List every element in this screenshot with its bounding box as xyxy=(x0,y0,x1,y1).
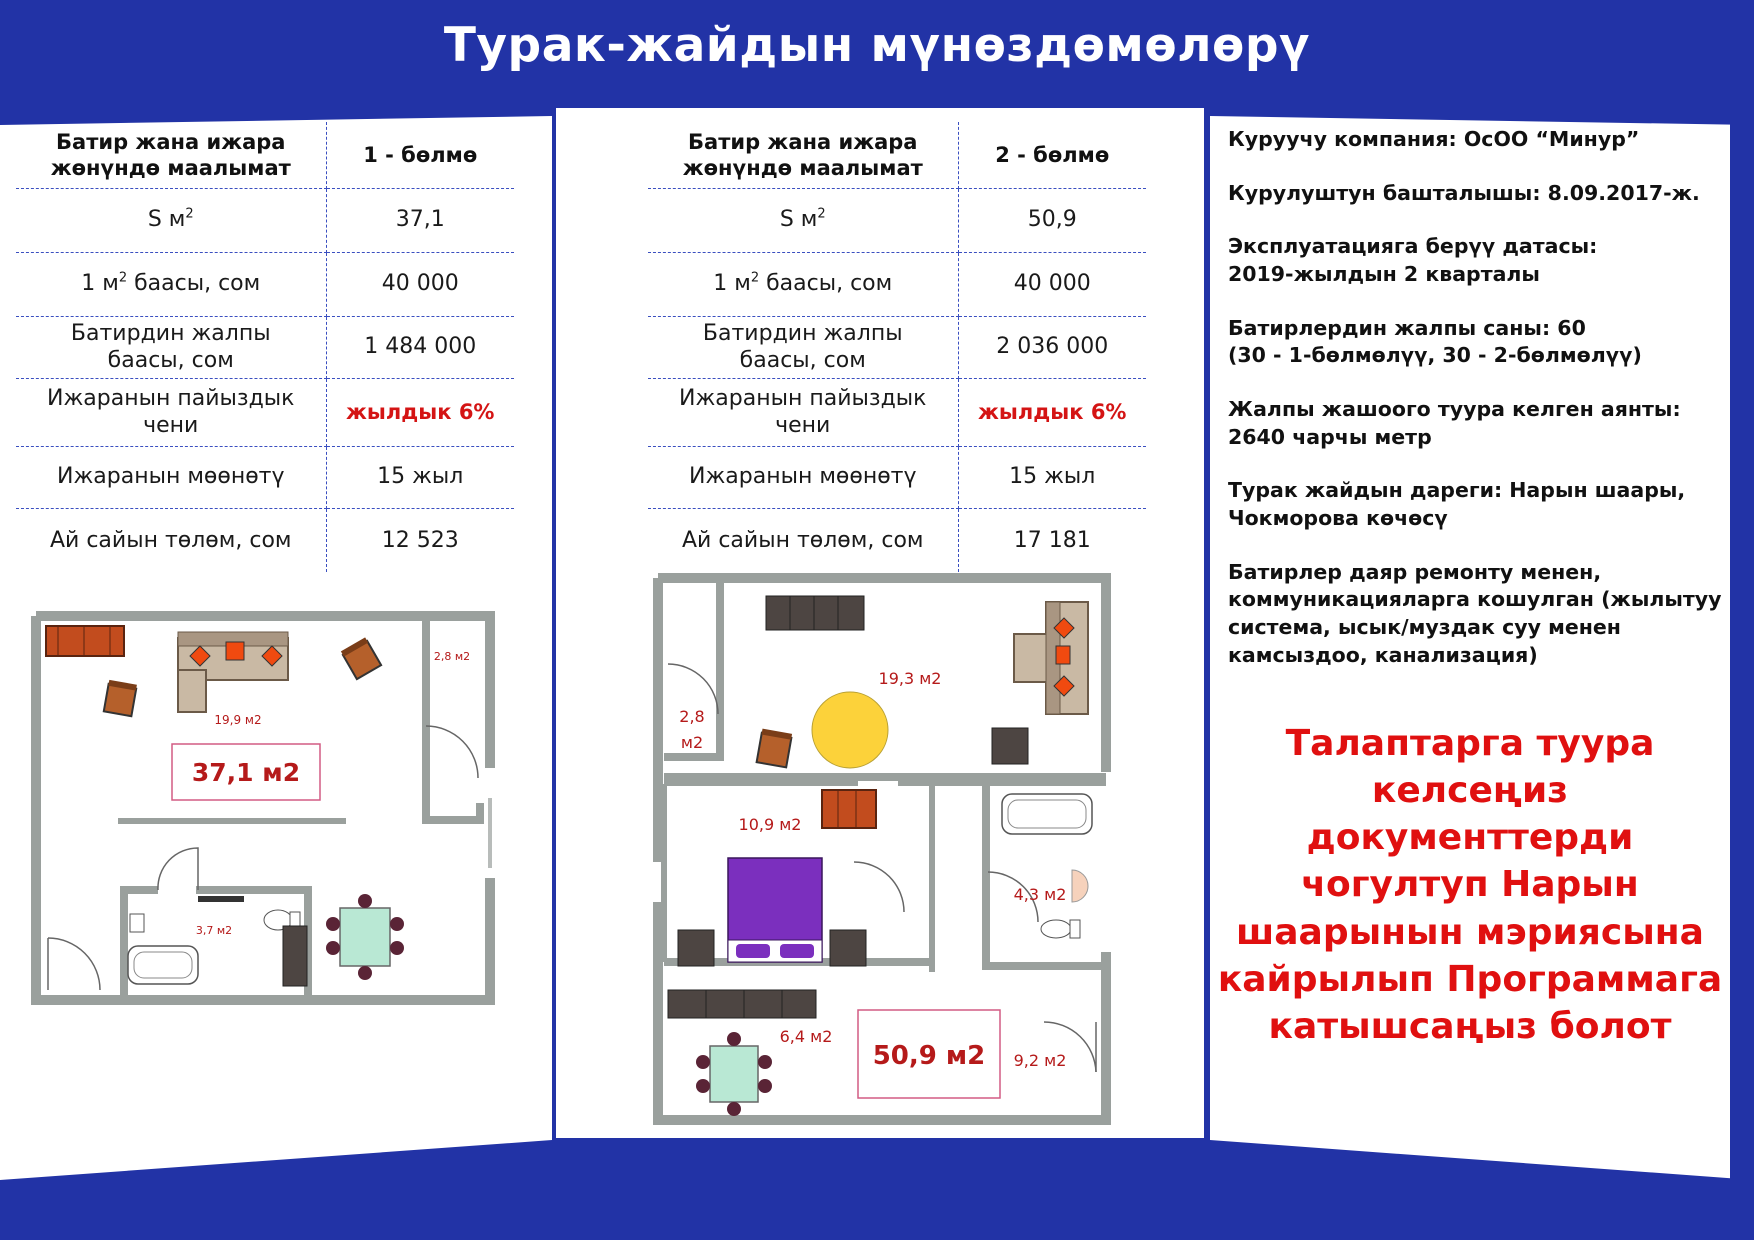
header-label-line: жөнүндө маалымат xyxy=(682,155,923,180)
plan-2-hall-label: 9,2 м2 xyxy=(1013,1051,1067,1070)
info-line: камсыздоо, канализация) xyxy=(1228,642,1538,667)
info-line: 2019-жылдын 2 кварталы xyxy=(1228,262,1540,287)
row-value-area: 37,1 xyxy=(326,188,514,252)
plan-1-bath-label: 3,7 м2 xyxy=(195,924,233,937)
info-line: Чокморова көчөсү xyxy=(1228,506,1448,531)
commission-date xyxy=(1228,233,1728,288)
info-line: Батирлердин жалпы саны: 60 xyxy=(1228,315,1586,340)
row-label-term: Ижаранын мөөнөтү xyxy=(16,446,326,508)
row-label-area: S $м^2$ xyxy=(648,188,958,252)
row-label-monthly: Ай сайын төлөм, сом xyxy=(16,508,326,572)
table-header-label xyxy=(648,122,958,188)
row-value-total-price: 2 036 000 xyxy=(958,316,1146,378)
construction-start: Курулуштун башталышы: 8.09.2017-ж. xyxy=(1228,180,1700,205)
row-value-price-m2: 40 000 xyxy=(326,252,514,316)
row-label-area: S $м^2$ xyxy=(16,188,326,252)
label-line: чени xyxy=(775,413,831,438)
developer-info: Куруучу компания: ОсОО “Минур” xyxy=(1228,127,1640,151)
row-value-rate: жылдык 6% xyxy=(326,378,514,446)
info-line: (30 - 1-бөлмөлүү, 30 - 2-бөлмөлүү) xyxy=(1228,343,1642,368)
plan-2-kitchen-label: 6,4 м2 xyxy=(779,1027,833,1046)
row-label-price-m2: 1 $м^2$ баасы, сом xyxy=(648,252,958,316)
label-line: Батирдин жалпы xyxy=(702,320,903,346)
row-value-term: 15 жыл xyxy=(326,446,514,508)
row-label-total-price xyxy=(16,316,326,378)
label-line: Батирдин жалпы xyxy=(70,320,271,346)
label-line: чени xyxy=(143,413,199,438)
plan-2-living-label: 19,3 м2 xyxy=(878,669,942,688)
total-apartments xyxy=(1228,315,1728,370)
row-value-price-m2: 40 000 xyxy=(958,252,1146,316)
cta-line: Талаптарга туура xyxy=(1285,723,1655,764)
cta-line: чогултуп Нарын xyxy=(1301,864,1639,906)
info-line: 2640 чарчы метр xyxy=(1228,424,1432,449)
plan-2-bedroom-label: 10,9 м2 xyxy=(738,815,802,834)
plan-2-closet-label: 2,8 xyxy=(679,707,705,726)
table-header-label xyxy=(16,122,326,188)
plan-1-room-label: 19,9 м2 xyxy=(214,713,262,727)
info-line: Турак жайдын дареги: Нарын шаары, xyxy=(1228,478,1686,503)
info-line: Эксплуатацияга берүү датасы: xyxy=(1228,234,1598,259)
row-value-rate: жылдык 6% xyxy=(958,378,1146,446)
table-header-type: 1 - бөлмө xyxy=(326,122,514,188)
apartment-2-table xyxy=(648,122,1146,572)
floor-plan-1 xyxy=(28,608,498,1008)
row-label-monthly: Ай сайын төлөм, сом xyxy=(648,508,958,572)
label-line: Ижаранын пайыздык xyxy=(47,385,295,411)
row-value-monthly: 12 523 xyxy=(381,527,459,553)
call-to-action xyxy=(1210,720,1730,1050)
row-label-term: Ижаранын мөөнөтү xyxy=(648,446,958,508)
header-label-line: жөнүндө маалымат xyxy=(50,155,291,180)
info-line: система, ысык/муздак суу менен xyxy=(1228,615,1621,640)
info-line: Жалпы жашоого туура келген аянты: xyxy=(1228,397,1681,422)
plan-1-total-label: 37,1 м2 xyxy=(191,758,301,787)
label-line: баасы, сом xyxy=(739,348,866,373)
page-title: Турак-жайдын мүнөздөмөлөрү xyxy=(443,18,1311,73)
cta-line: келсеңиз документтерди xyxy=(1306,770,1634,859)
cta-line: кайрылып Программага xyxy=(1217,958,1723,1000)
plan-1-hall-label: 2,8 м2 xyxy=(433,650,471,663)
apartment-1-table xyxy=(16,122,514,572)
row-label-rate xyxy=(16,378,326,446)
label-line: баасы, сом xyxy=(107,348,234,373)
info-line: Батирлер даяр ремонту менен, xyxy=(1228,559,1602,584)
table-header-type: 2 - бөлмө xyxy=(958,122,1146,188)
floor-plan-2 xyxy=(652,572,1118,1128)
row-label-total-price xyxy=(648,316,958,378)
row-label-rate xyxy=(648,378,958,446)
readiness-info xyxy=(1228,559,1728,670)
row-label-price-m2: 1 $м^2$ баасы, сом xyxy=(16,252,326,316)
header-label-line: Батир жана ижара xyxy=(688,129,918,154)
plan-2-bath-label: 4,3 м2 xyxy=(1013,885,1067,904)
cta-line: шаарынын мэриясына xyxy=(1236,911,1704,953)
label-line: Ижаранын пайыздык xyxy=(679,385,927,411)
living-area xyxy=(1228,396,1728,451)
row-value-term: 15 жыл xyxy=(958,446,1146,508)
header-label-line: Батир жана ижара xyxy=(56,129,286,154)
cta-line: катышсаңыз болот xyxy=(1268,1005,1672,1047)
row-value-monthly: 17 181 xyxy=(1013,527,1091,553)
row-value-total-price: 1 484 000 xyxy=(326,316,514,378)
info-line: коммуникацияларга кошулган (жылытуу xyxy=(1228,587,1722,612)
row-value-area: 50,9 xyxy=(958,188,1146,252)
address xyxy=(1228,477,1728,532)
plan-2-closet-unit: м2 xyxy=(680,733,704,752)
project-info xyxy=(1228,126,1728,695)
plan-2-total-label: 50,9 м2 xyxy=(872,1041,986,1071)
